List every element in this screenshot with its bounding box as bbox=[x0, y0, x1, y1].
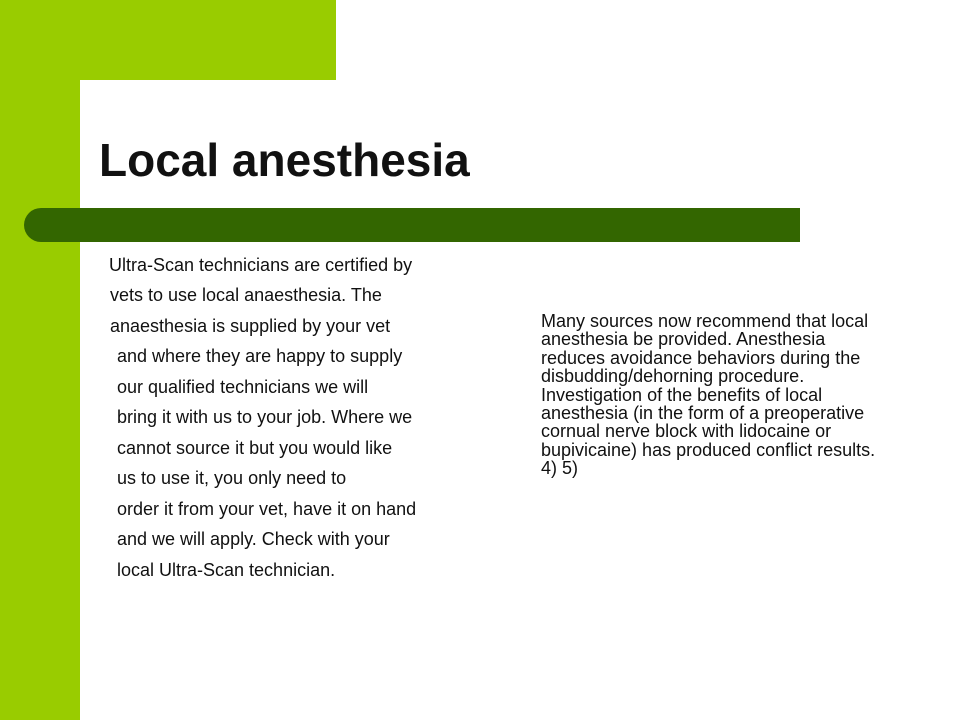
left-text-line: us to use it, you only need to bbox=[117, 468, 347, 488]
left-text-line: cannot source it but you would like bbox=[117, 438, 393, 458]
left-text-line: Ultra-Scan technicians are certified by bbox=[109, 255, 413, 275]
left-text-line: and we will apply. Check with your bbox=[117, 529, 390, 549]
left-accent-strip bbox=[0, 0, 80, 720]
left-text-line: bring it with us to your job. Where we bbox=[117, 407, 413, 427]
left-text-line: vets to use local anaesthesia. The bbox=[110, 285, 382, 305]
left-text-line: anaesthesia is supplied by your vet bbox=[110, 316, 391, 336]
left-text-line: our qualified technicians we will bbox=[117, 377, 369, 397]
left-text-line: local Ultra-Scan technician. bbox=[117, 560, 336, 580]
left-text-line: order it from your vet, have it on hand bbox=[117, 499, 417, 519]
right-text-block: Many sources now recommend that local anesthesia be provided. Anesthesia reduces avoidance behaviors during the disbudding/dehorning procedure. Investigation of the benefits of local anesthesia (in the form of a preoperative cornual nerve block with lidocaine or bupivicaine) has produced conflict results. 4) 5) bbox=[541, 311, 876, 479]
slide-title: Local anesthesia bbox=[99, 134, 470, 186]
left-text-line: and where they are happy to supply bbox=[117, 346, 403, 366]
title-underline-bar bbox=[24, 208, 800, 242]
